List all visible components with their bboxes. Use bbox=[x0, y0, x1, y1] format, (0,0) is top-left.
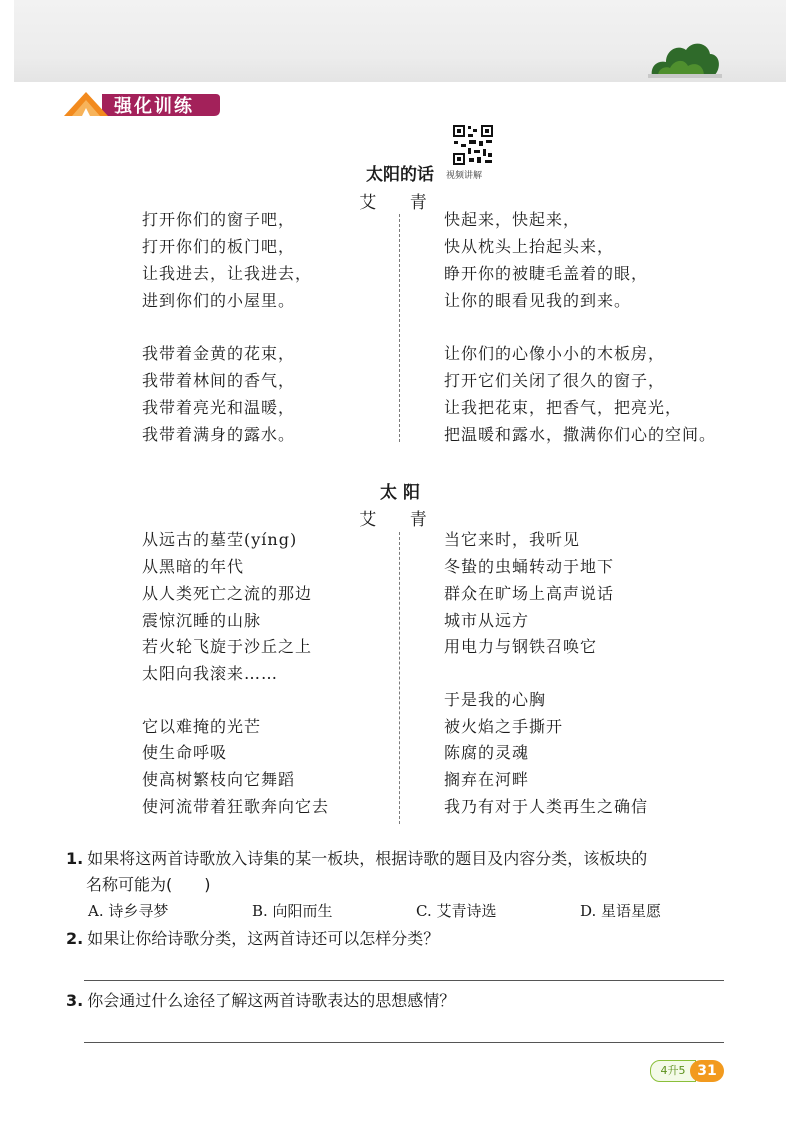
question-text: 如果让你给诗歌分类，这两首诗还可以怎样分类？ bbox=[87, 929, 440, 948]
question-2 bbox=[66, 928, 439, 950]
poem2-title: 太 阳 bbox=[380, 483, 420, 503]
poem2-left-line: 从黑暗的年代 bbox=[142, 557, 245, 576]
answer-line[interactable] bbox=[84, 1042, 724, 1043]
poem1-divider bbox=[399, 214, 400, 442]
poem1-right-line: 让我把花束，把香气，把亮光， bbox=[444, 398, 683, 417]
poem2-left-line: 太阳向我滚来…… bbox=[142, 664, 279, 683]
option-c[interactable]: C. 艾青诗选 bbox=[416, 902, 497, 920]
option-b[interactable]: B. 向阳而生 bbox=[252, 902, 333, 920]
poem2-left-line: 从远古的墓茔(yíng) bbox=[142, 530, 298, 549]
page-tag bbox=[650, 1060, 724, 1082]
question-3 bbox=[66, 990, 455, 1012]
poem1-left-line: 打开你们的窗子吧， bbox=[142, 210, 296, 229]
poem2-right-line: 被火焰之手撕开 bbox=[444, 717, 564, 736]
poem2-left-line: 使生命呼吸 bbox=[142, 743, 228, 762]
poem1-title: 太阳的话 bbox=[366, 165, 434, 185]
question-number: 3. bbox=[66, 991, 84, 1010]
question-number: 2. bbox=[66, 929, 84, 948]
poem2-divider bbox=[399, 532, 400, 824]
poem1-left-line: 我带着金黄的花束， bbox=[142, 344, 296, 363]
poem1-left-line: 我带着林间的香气， bbox=[142, 371, 296, 390]
poem2-right-line: 我乃有对于人类再生之确信 bbox=[444, 797, 649, 816]
poem2-left-line: 若火轮飞旋于沙丘之上 bbox=[142, 637, 313, 656]
poem1-left-line: 让我进去，让我进去， bbox=[142, 264, 313, 283]
poem2-left-line: 从人类死亡之流的那边 bbox=[142, 584, 313, 603]
poem1-left-line: 进到你们的小屋里。 bbox=[142, 291, 296, 310]
question-1-continuation: 名称可能为( ) bbox=[86, 875, 211, 894]
poem2-right-line: 当它来时，我听见 bbox=[444, 530, 581, 549]
grade-label: 4升5 bbox=[650, 1060, 696, 1082]
poem2-right-line: 于是我的心胸 bbox=[444, 690, 547, 709]
poem2-right-line: 群众在旷场上高声说话 bbox=[444, 584, 615, 603]
poem2-right-line: 搁弃在河畔 bbox=[444, 770, 530, 789]
option-a[interactable]: A. 诗乡寻梦 bbox=[88, 902, 169, 920]
poem2-right-line: 冬蛰的虫蛹转动于地下 bbox=[444, 557, 615, 576]
poem2-left-line: 使高树繁枝向它舞蹈 bbox=[142, 770, 296, 789]
section-banner bbox=[62, 88, 222, 120]
poem1-left-line: 我带着亮光和温暖， bbox=[142, 398, 296, 417]
poem1-right-line: 让你们的心像小小的木板房， bbox=[444, 344, 666, 363]
poem2-right-line: 用电力与钢铁召唤它 bbox=[444, 637, 598, 656]
poem1-left-line: 打开你们的板门吧， bbox=[142, 237, 296, 256]
poem2-left-line: 它以难掩的光芒 bbox=[142, 717, 262, 736]
question-text: 你会通过什么途径了解这两首诗歌表达的思想感情？ bbox=[87, 991, 456, 1010]
poem2-author: 艾 青 bbox=[359, 510, 441, 530]
poem2-left-line: 震惊沉睡的山脉 bbox=[142, 611, 262, 630]
poem2-right-line: 城市从远方 bbox=[444, 611, 530, 630]
poem1-right-line: 把温暖和露水，撒满你们心的空间。 bbox=[444, 425, 717, 444]
poem2-left-line: 使河流带着狂歌奔向它去 bbox=[142, 797, 330, 816]
poem1-right-line: 打开它们关闭了很久的窗子， bbox=[444, 371, 666, 390]
question-text: 如果将这两首诗歌放入诗集的某一板块，根据诗歌的题目及内容分类，该板块的 bbox=[87, 849, 648, 868]
section-title: 强化训练 bbox=[114, 96, 194, 117]
answer-line[interactable] bbox=[84, 980, 724, 981]
page-number: 31 bbox=[690, 1060, 724, 1082]
qr-caption: 视频讲解 bbox=[446, 171, 483, 181]
bush-illustration bbox=[648, 36, 722, 78]
option-d[interactable]: D. 星语星愿 bbox=[580, 902, 662, 920]
question-number: 1. bbox=[66, 849, 84, 868]
poem1-right-line: 快起来，快起来， bbox=[444, 210, 581, 229]
poem1-left-line: 我带着满身的露水。 bbox=[142, 425, 296, 444]
poem1-right-line: 快从枕头上抬起头来， bbox=[444, 237, 615, 256]
poem1-right-line: 让你的眼看见我的到来。 bbox=[444, 291, 632, 310]
poem1-author: 艾 青 bbox=[359, 193, 441, 213]
poem1-right-line: 睁开你的被睫毛盖着的眼， bbox=[444, 264, 649, 283]
poem2-right-line: 陈腐的灵魂 bbox=[444, 743, 530, 762]
question-1 bbox=[66, 848, 647, 870]
